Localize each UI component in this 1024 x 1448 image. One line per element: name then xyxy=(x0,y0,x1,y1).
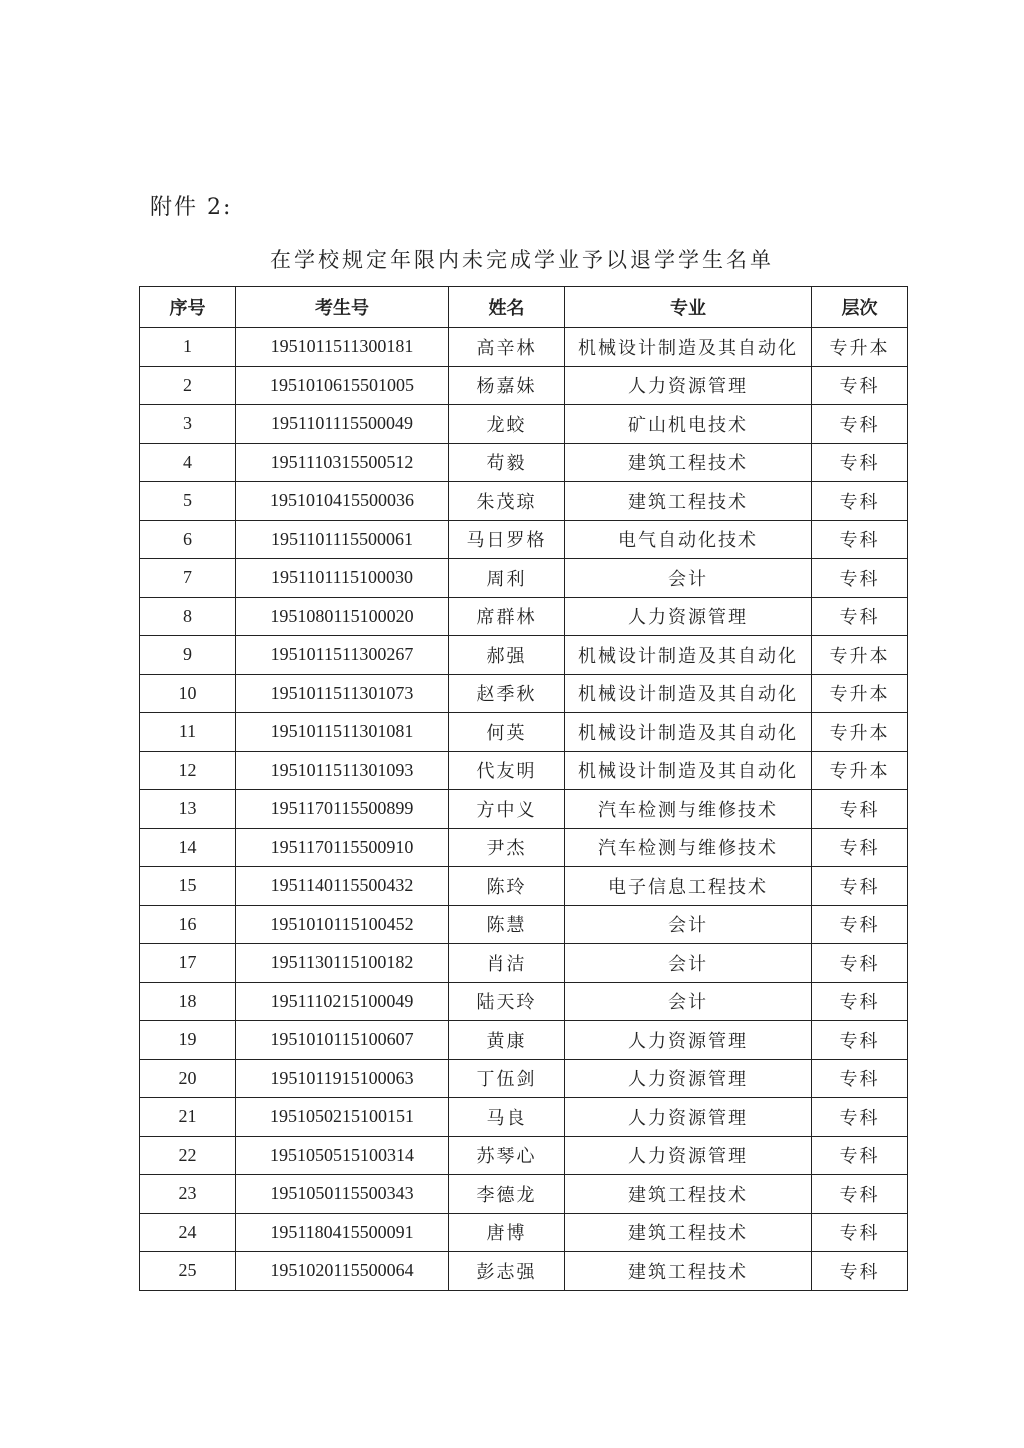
cell-name: 陈慧 xyxy=(449,905,565,944)
cell-level: 专升本 xyxy=(812,713,908,752)
table-row xyxy=(140,482,908,521)
cell-seq: 10 xyxy=(140,674,236,713)
cell-seq: 22 xyxy=(140,1136,236,1175)
cell-major: 机械设计制造及其自动化 xyxy=(565,713,812,752)
cell-level: 专科 xyxy=(812,790,908,829)
cell-seq: 6 xyxy=(140,520,236,559)
table-row xyxy=(140,1213,908,1252)
cell-exam-id: 1951101115500049 xyxy=(236,405,449,444)
cell-exam-id: 1951101115500061 xyxy=(236,520,449,559)
cell-exam-id: 1951011511301081 xyxy=(236,713,449,752)
cell-major: 机械设计制造及其自动化 xyxy=(565,328,812,367)
table-row xyxy=(140,790,908,829)
table-row xyxy=(140,1098,908,1137)
table-row xyxy=(140,636,908,675)
cell-name: 马良 xyxy=(449,1098,565,1137)
cell-name: 周利 xyxy=(449,559,565,598)
cell-major: 建筑工程技术 xyxy=(565,443,812,482)
cell-level: 专科 xyxy=(812,443,908,482)
cell-major: 人力资源管理 xyxy=(565,597,812,636)
cell-seq: 20 xyxy=(140,1059,236,1098)
cell-major: 人力资源管理 xyxy=(565,1136,812,1175)
cell-seq: 7 xyxy=(140,559,236,598)
cell-level: 专升本 xyxy=(812,328,908,367)
cell-name: 杨嘉妹 xyxy=(449,366,565,405)
cell-level: 专科 xyxy=(812,520,908,559)
cell-major: 电气自动化技术 xyxy=(565,520,812,559)
cell-major: 矿山机电技术 xyxy=(565,405,812,444)
header-major: 专业 xyxy=(565,287,812,328)
cell-name: 高辛林 xyxy=(449,328,565,367)
cell-exam-id: 1951050215100151 xyxy=(236,1098,449,1137)
cell-major: 机械设计制造及其自动化 xyxy=(565,751,812,790)
cell-major: 建筑工程技术 xyxy=(565,1175,812,1214)
cell-name: 朱茂琼 xyxy=(449,482,565,521)
cell-seq: 25 xyxy=(140,1252,236,1291)
cell-name: 方中义 xyxy=(449,790,565,829)
cell-exam-id: 1951101115100030 xyxy=(236,559,449,598)
header-exam-id: 考生号 xyxy=(236,287,449,328)
cell-exam-id: 1951011511301073 xyxy=(236,674,449,713)
cell-seq: 15 xyxy=(140,867,236,906)
table-row xyxy=(140,520,908,559)
cell-major: 建筑工程技术 xyxy=(565,1213,812,1252)
cell-level: 专科 xyxy=(812,1213,908,1252)
cell-seq: 2 xyxy=(140,366,236,405)
cell-exam-id: 1951011915100063 xyxy=(236,1059,449,1098)
cell-seq: 17 xyxy=(140,944,236,983)
cell-level: 专科 xyxy=(812,828,908,867)
cell-name: 陆天玲 xyxy=(449,982,565,1021)
cell-major: 会计 xyxy=(565,944,812,983)
cell-exam-id: 1951010615501005 xyxy=(236,366,449,405)
cell-major: 机械设计制造及其自动化 xyxy=(565,636,812,675)
table-row xyxy=(140,1021,908,1060)
table-row xyxy=(140,713,908,752)
cell-exam-id: 1951010415500036 xyxy=(236,482,449,521)
cell-name: 肖洁 xyxy=(449,944,565,983)
cell-major: 电子信息工程技术 xyxy=(565,867,812,906)
table-body xyxy=(140,328,908,1291)
cell-seq: 21 xyxy=(140,1098,236,1137)
cell-name: 龙蛟 xyxy=(449,405,565,444)
table-row xyxy=(140,1252,908,1291)
cell-seq: 9 xyxy=(140,636,236,675)
table-row xyxy=(140,405,908,444)
cell-level: 专科 xyxy=(812,1252,908,1291)
table-row xyxy=(140,328,908,367)
cell-level: 专科 xyxy=(812,1098,908,1137)
cell-seq: 13 xyxy=(140,790,236,829)
table-row xyxy=(140,1136,908,1175)
table-row xyxy=(140,366,908,405)
cell-seq: 23 xyxy=(140,1175,236,1214)
student-withdrawal-table xyxy=(139,286,908,1291)
table-row xyxy=(140,867,908,906)
cell-exam-id: 1951020115500064 xyxy=(236,1252,449,1291)
cell-level: 专科 xyxy=(812,1021,908,1060)
cell-major: 汽车检测与维修技术 xyxy=(565,790,812,829)
cell-name: 唐博 xyxy=(449,1213,565,1252)
cell-name: 苏琴心 xyxy=(449,1136,565,1175)
table-row xyxy=(140,751,908,790)
cell-major: 人力资源管理 xyxy=(565,1098,812,1137)
cell-level: 专科 xyxy=(812,1059,908,1098)
cell-seq: 14 xyxy=(140,828,236,867)
cell-major: 人力资源管理 xyxy=(565,366,812,405)
cell-seq: 1 xyxy=(140,328,236,367)
cell-name: 陈玲 xyxy=(449,867,565,906)
cell-seq: 12 xyxy=(140,751,236,790)
cell-level: 专科 xyxy=(812,1136,908,1175)
header-name: 姓名 xyxy=(449,287,565,328)
cell-seq: 19 xyxy=(140,1021,236,1060)
cell-name: 何英 xyxy=(449,713,565,752)
cell-major: 人力资源管理 xyxy=(565,1021,812,1060)
cell-major: 汽车检测与维修技术 xyxy=(565,828,812,867)
cell-major: 会计 xyxy=(565,905,812,944)
cell-name: 黄康 xyxy=(449,1021,565,1060)
cell-exam-id: 1951130115100182 xyxy=(236,944,449,983)
table-row xyxy=(140,559,908,598)
cell-major: 会计 xyxy=(565,982,812,1021)
cell-level: 专升本 xyxy=(812,636,908,675)
cell-level: 专科 xyxy=(812,982,908,1021)
cell-exam-id: 1951110215100049 xyxy=(236,982,449,1021)
cell-major: 会计 xyxy=(565,559,812,598)
cell-exam-id: 1951011511301093 xyxy=(236,751,449,790)
cell-name: 代友明 xyxy=(449,751,565,790)
cell-major: 人力资源管理 xyxy=(565,1059,812,1098)
table-row xyxy=(140,828,908,867)
cell-level: 专科 xyxy=(812,405,908,444)
cell-exam-id: 1951110315500512 xyxy=(236,443,449,482)
cell-name: 赵季秋 xyxy=(449,674,565,713)
table-row xyxy=(140,1175,908,1214)
cell-level: 专科 xyxy=(812,559,908,598)
cell-major: 机械设计制造及其自动化 xyxy=(565,674,812,713)
cell-exam-id: 1951140115500432 xyxy=(236,867,449,906)
attachment-label: 附件 2: xyxy=(150,195,233,220)
cell-level: 专科 xyxy=(812,867,908,906)
table-row xyxy=(140,597,908,636)
table-row xyxy=(140,905,908,944)
table-row xyxy=(140,674,908,713)
cell-seq: 5 xyxy=(140,482,236,521)
cell-exam-id: 1951010115100452 xyxy=(236,905,449,944)
cell-level: 专科 xyxy=(812,366,908,405)
cell-exam-id: 1951050115500343 xyxy=(236,1175,449,1214)
cell-seq: 4 xyxy=(140,443,236,482)
cell-exam-id: 1951011511300267 xyxy=(236,636,449,675)
cell-level: 专科 xyxy=(812,944,908,983)
cell-name: 郝强 xyxy=(449,636,565,675)
cell-name: 尹杰 xyxy=(449,828,565,867)
table-row xyxy=(140,443,908,482)
header-seq: 序号 xyxy=(140,287,236,328)
cell-seq: 11 xyxy=(140,713,236,752)
cell-name: 苟毅 xyxy=(449,443,565,482)
cell-exam-id: 1951180415500091 xyxy=(236,1213,449,1252)
cell-level: 专科 xyxy=(812,1175,908,1214)
cell-exam-id: 1951010115100607 xyxy=(236,1021,449,1060)
cell-level: 专科 xyxy=(812,597,908,636)
cell-seq: 18 xyxy=(140,982,236,1021)
cell-level: 专科 xyxy=(812,905,908,944)
cell-exam-id: 1951080115100020 xyxy=(236,597,449,636)
cell-seq: 8 xyxy=(140,597,236,636)
cell-level: 专升本 xyxy=(812,674,908,713)
cell-seq: 24 xyxy=(140,1213,236,1252)
cell-name: 丁伍剑 xyxy=(449,1059,565,1098)
table-row xyxy=(140,1059,908,1098)
cell-exam-id: 1951050515100314 xyxy=(236,1136,449,1175)
document-title: 在学校规定年限内未完成学业予以退学学生名单 xyxy=(270,248,774,272)
cell-exam-id: 1951170115500899 xyxy=(236,790,449,829)
cell-major: 建筑工程技术 xyxy=(565,1252,812,1291)
header-level: 层次 xyxy=(812,287,908,328)
cell-level: 专科 xyxy=(812,482,908,521)
table-row xyxy=(140,982,908,1021)
cell-exam-id: 1951011511300181 xyxy=(236,328,449,367)
cell-name: 彭志强 xyxy=(449,1252,565,1291)
cell-seq: 3 xyxy=(140,405,236,444)
table-header-row xyxy=(140,287,908,328)
cell-exam-id: 1951170115500910 xyxy=(236,828,449,867)
table-row xyxy=(140,944,908,983)
cell-seq: 16 xyxy=(140,905,236,944)
cell-name: 李德龙 xyxy=(449,1175,565,1214)
cell-name: 席群林 xyxy=(449,597,565,636)
cell-level: 专升本 xyxy=(812,751,908,790)
cell-name: 马日罗格 xyxy=(449,520,565,559)
cell-major: 建筑工程技术 xyxy=(565,482,812,521)
